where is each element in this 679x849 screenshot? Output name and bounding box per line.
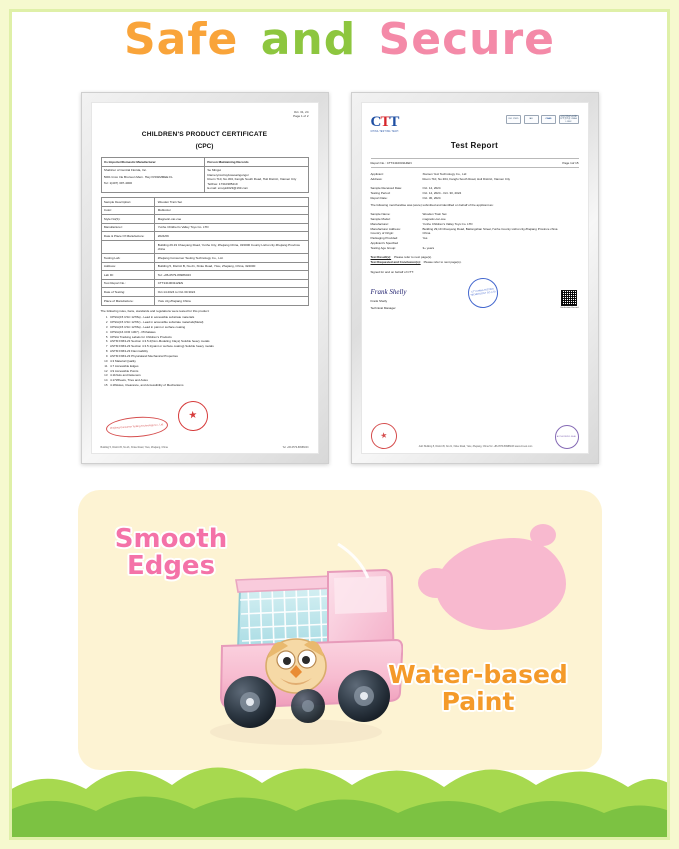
ctt-stamp-block: [468, 278, 498, 310]
cpc-row-value: Multicolor: [155, 206, 308, 215]
qr-code-icon: [561, 290, 577, 306]
results-block: [371, 255, 579, 265]
cpc-row-value: CTT24100311ZEN: [155, 279, 308, 288]
cpc-row-value: Building 5, District B, No.21, Xinke Road, Yiwu, Zhejiang, China, 322000: [155, 262, 308, 271]
list-item: 1 CPSIA(15 USC 1278a) - Lead in accessible substrate materials: [105, 315, 195, 320]
cpc-oval-seal: Zhejiang Consumer Testing Technology Co., Ltd.: [105, 415, 168, 439]
cpc-meta-page: Page 1 of 2: [293, 114, 309, 119]
table-row: [101, 240, 308, 253]
paint-splash-decoration: [436, 538, 566, 630]
features-panel: [78, 490, 602, 770]
field-label: Country of Origin:: [370, 231, 395, 236]
smooth-line-2: Edges: [126, 551, 216, 582]
test-result-label: Test Result(s):: [370, 254, 392, 259]
list-item: 15 4.18Holes, Clearance, and Accessibility of Mechanisms: [104, 383, 184, 388]
cpc-records-email: E-mail: smuyk2023@163.com: [207, 186, 249, 190]
cpc-records-header: Person Maintaining Records: [205, 158, 309, 167]
list-item: 6 ASTM F963-23 Section 4.3.5.2(Non-Modeling Clays) Soluble heavy metals: [105, 339, 210, 344]
cpc-row-key: Address:: [101, 262, 155, 271]
field-value: Yunhe Children's Valley Toys Co. LTD: [422, 221, 473, 226]
cpc-subtitle: (CPC): [195, 142, 214, 150]
cpc-importer-tel: Tel: 1(407) 397-4000: [103, 181, 133, 186]
owl-decal: [266, 639, 326, 693]
list-item: 9 ASTM F963-23 Physicaland Mechanical Properties: [105, 353, 178, 358]
applicant-block: [371, 172, 579, 182]
cpc-row-value: Oct.14.2024 to Oct.30.3024: [155, 288, 308, 297]
certificates-row: [0, 92, 679, 464]
list-item: 2 CPSIA(15 USC 1278c) - Lead in accessible substrate materials(Metal): [105, 319, 204, 324]
table-row: [101, 271, 308, 280]
list-item: 13 4.11Nuts and fasteners: [104, 373, 141, 378]
field-label: Applicant's Specified: [370, 241, 399, 246]
applicant-value: Xiamen Yeci Technology Co., Ltd: [422, 172, 467, 177]
star-icon: ★: [187, 409, 198, 422]
dates-block: [371, 186, 579, 201]
field-value: China: [422, 231, 431, 236]
feature-label-smooth-edges: [86, 526, 256, 580]
signature-image: Frank Shelly: [370, 288, 407, 297]
field-value: 3+ years: [422, 245, 435, 250]
report-title: Test Report: [450, 141, 499, 151]
test-report-document: [361, 102, 589, 454]
cpc-row-value: Yunhe Children's Valley Toys Co. LTD: [155, 223, 308, 232]
train-cargo-cage: [236, 576, 336, 650]
field-label: Sample Name:: [370, 211, 391, 216]
field-value: Yes: [422, 236, 428, 241]
cpc-document: [91, 102, 319, 454]
report-footer-address: Add: Building 5, District B, No.21, Xinke Road, Yiwu, Zhejiang, China Tel: +86-0579-89986043 www.ctt-test.com: [418, 445, 533, 448]
applicant-label: Applicant:: [370, 172, 384, 177]
field-label: Packaging Provided:: [370, 236, 399, 241]
title-word-safe: Safe: [123, 14, 239, 65]
mark-iso-icon: ISO 17025: [506, 115, 521, 124]
conclusion-row: [371, 260, 579, 265]
accreditation-marks: [506, 115, 579, 124]
cpc-tests-list: [101, 315, 309, 388]
cpc-row-key: Test Report No.:: [101, 279, 155, 288]
title-word-and: and: [260, 14, 357, 65]
cpc-title: CHILDREN'S PRODUCT CERTIFICATE: [141, 130, 268, 138]
table-row: [101, 206, 308, 215]
cpc-importer-block: [101, 166, 205, 192]
list-item: 10 4.3 Material Quality: [104, 358, 136, 363]
cpc-row-key: Color:: [101, 206, 155, 215]
feature-label-water-based-paint: [368, 662, 588, 715]
cpc-round-seal-icon: [176, 400, 209, 433]
ctt-logo-t2: T: [389, 114, 399, 130]
green-hills-decoration: [0, 739, 679, 849]
field-value: Oct. 14, 2024: [422, 185, 441, 190]
address-row: [371, 177, 579, 182]
cpc-importer-name: Shahinur of Central Florida, Inc.: [103, 168, 147, 173]
cpc-row-value: Wooden Train Set: [155, 198, 308, 207]
address-value: Room 710, No.304, Fangfu South Road, Huli District, Xiamen City: [422, 176, 511, 181]
company-stamp-icon: CTT CHINA TESTING TECHNOLOGY CO.,LTD: [466, 276, 500, 310]
field-value: Wooden Train Set: [422, 211, 447, 216]
table-row: [101, 232, 308, 241]
cpc-certificate-frame: [81, 92, 329, 464]
table-row: [101, 253, 308, 262]
cn-round-seal-icon: [368, 421, 398, 451]
list-item: 5 CPSIA Tracking Labels for Children's Products: [105, 334, 172, 339]
list-item: 8 ASTM F963-23 Flammability: [105, 349, 149, 354]
cpc-tests-heading: The following rules, bans, standards and regulations were tested for this product:: [100, 309, 210, 314]
signed-for-label: Signed for and on behalf of CTT:: [370, 269, 414, 274]
table-row: [101, 288, 308, 297]
cpc-footer: [101, 446, 309, 449]
ctt-logo: [371, 115, 399, 134]
list-item: 3 CPSIA(15 USC 1278a) - Lead in paint or surface coating: [105, 324, 186, 329]
signature-row: [371, 278, 579, 310]
field-label: Sample Received Date:: [370, 185, 403, 190]
water-line-2: Paint: [441, 686, 515, 716]
table-row: [101, 279, 308, 288]
conclusion-label: Test Requested and Conclusion(s):: [370, 259, 421, 264]
cpc-records-tel: Tel/Fax: 17310385219: [207, 181, 238, 186]
report-page: Page 1of 15: [562, 161, 579, 166]
cpc-row-key: Place of Manufacture:: [101, 296, 155, 305]
field-label: Report Date:: [370, 195, 388, 200]
test-report-frame: [351, 92, 599, 464]
test-result-value: Please refer to next page(s).: [394, 254, 432, 259]
list-item: 14 4.17Wheels, Tires and Axles: [104, 378, 148, 383]
field-label: Manufacturer Address:: [370, 226, 401, 231]
authorized-seal-icon: AUTHORIZED SEAL: [555, 425, 579, 449]
list-item: 12 4.9 Accessible Points: [104, 368, 139, 373]
cpc-records-block: [205, 166, 309, 192]
table-row: [101, 262, 308, 271]
table-row: [371, 246, 579, 251]
title-word-secure: Secure: [378, 14, 556, 65]
cpc-row-value: Tel: +86-0579-89986043: [155, 271, 308, 280]
sample-block: [371, 212, 579, 251]
cpc-meta-date: Oct. 31, 24: [293, 110, 309, 114]
signature-role: Technical Manager: [370, 305, 396, 310]
qr-block: [560, 290, 578, 310]
qr-caption: Verification Record: [560, 306, 579, 309]
table-row: [101, 215, 308, 224]
ctt-logo-c: C: [370, 114, 381, 130]
mark-ias-icon: IAS: [524, 115, 539, 124]
cpc-row-key: Style No(S):: [101, 215, 155, 224]
field-label: Testing Age Group:: [370, 245, 397, 250]
field-value: Oct. 14, 2024 - Oct. 30, 2024: [422, 190, 462, 195]
list-item: 7 ASTM F963-23 Section 4.3.5.1(paint or surface coating) Soluble heavy metals: [105, 344, 214, 349]
star-icon: ★: [379, 430, 388, 441]
cpc-importer-address: 5001 Imco Irle Bronson Mem. Hwy KISSIMMEE FL: [103, 174, 173, 179]
table-row: [371, 196, 579, 201]
cpc-row-key: Lab ID:: [101, 271, 155, 280]
mark-cnas-icon: CNAS: [541, 115, 556, 124]
cpc-row-key: Date of Testing:: [101, 288, 155, 297]
field-value: Building 29,19 Chaoyang Road, Bailongshan Street,Yunhe County Lishui city,Zhejiang Province china: [422, 226, 558, 231]
report-number: [371, 161, 412, 166]
ctt-header: [371, 115, 579, 134]
ctt-logo-subtitle: CHINA TESTING TECH: [370, 131, 399, 133]
report-number-label: Report No.:: [370, 161, 386, 166]
address-label: Address:: [370, 176, 383, 181]
report-number-value: CTT24100311ZEN: [386, 161, 412, 166]
cpc-meta: [101, 110, 309, 119]
cpc-footer-address: Building 5, District B, No.21, Xinke Road, Yiwu, Zhejiang, China: [100, 445, 168, 449]
field-value: magnetic-car-coe: [422, 216, 446, 221]
field-label: Testing Period:: [370, 190, 391, 195]
cpc-importer-header: Us Importer/Domestic Manufacturer: [101, 158, 205, 167]
mark-cnas-cn-icon: 中国合格评定国家认可委员会 CNAS L1362: [560, 116, 577, 123]
signature-block: [371, 289, 407, 310]
table-row: [101, 223, 308, 232]
cpc-records-name: Se Mingui: [207, 168, 221, 173]
water-line-1: Water-based: [388, 660, 568, 689]
cpc-row-value: Magnetic-car-coe: [155, 215, 308, 224]
report-footer: [371, 423, 579, 449]
field-label: Sample Model:: [370, 216, 391, 221]
page-title: [0, 14, 679, 65]
cpc-header-table: [101, 157, 309, 193]
table-row: [101, 198, 308, 207]
conclusion-value: Please refer to next page(s).: [423, 259, 462, 264]
cpc-row-value: Building 29.19 Chaoyang Road, Yunhe City, Zhejiang China, 323000 County Lishui city Zhejiang Province china: [155, 240, 308, 253]
ctt-logo-t1: T: [380, 114, 390, 130]
submitted-note: The following merchandise was (were) submitted and identified on behalf of the applicant as:: [370, 203, 494, 208]
cpc-row-key: Testing Lab:: [101, 253, 155, 262]
field-label: Manufacturer:: [370, 221, 390, 226]
cpc-row-value: Zhejiang Consumer Testing Technology Co., Ltd.: [155, 253, 308, 262]
report-number-row: [371, 158, 579, 168]
cpc-row-key: [101, 240, 155, 253]
field-value: Oct. 30, 2024: [422, 195, 441, 200]
cpc-records-email-label: blameryncolroybowoaingongsl: [207, 172, 249, 177]
cpc-footer-tel: Tel: +86-0579-89986043: [282, 445, 309, 449]
signature-name: Frank Shelly: [370, 298, 388, 303]
cpc-records-address: Room 710, No.304, Fangfu South Road, Huli District, Xiamen City: [207, 177, 297, 182]
cpc-row-key: Manufacturer:: [101, 223, 155, 232]
cpc-row-value: 2024/09: [155, 232, 308, 241]
cpc-row-value: Yiwu city,Zhejiang China: [155, 296, 308, 305]
cpc-row-key: Date & Place Of Manufacture:: [101, 232, 155, 241]
table-row: [101, 296, 308, 305]
cpc-details-table: [101, 197, 309, 306]
list-item: 11 4.7 Accessible Edges: [104, 363, 139, 368]
list-item: 4 CPSIA(16 CFR 1307) - Phthalates: [105, 329, 156, 334]
smooth-line-1: Smooth: [114, 524, 228, 554]
cpc-row-key: Sample Description:: [101, 198, 155, 207]
